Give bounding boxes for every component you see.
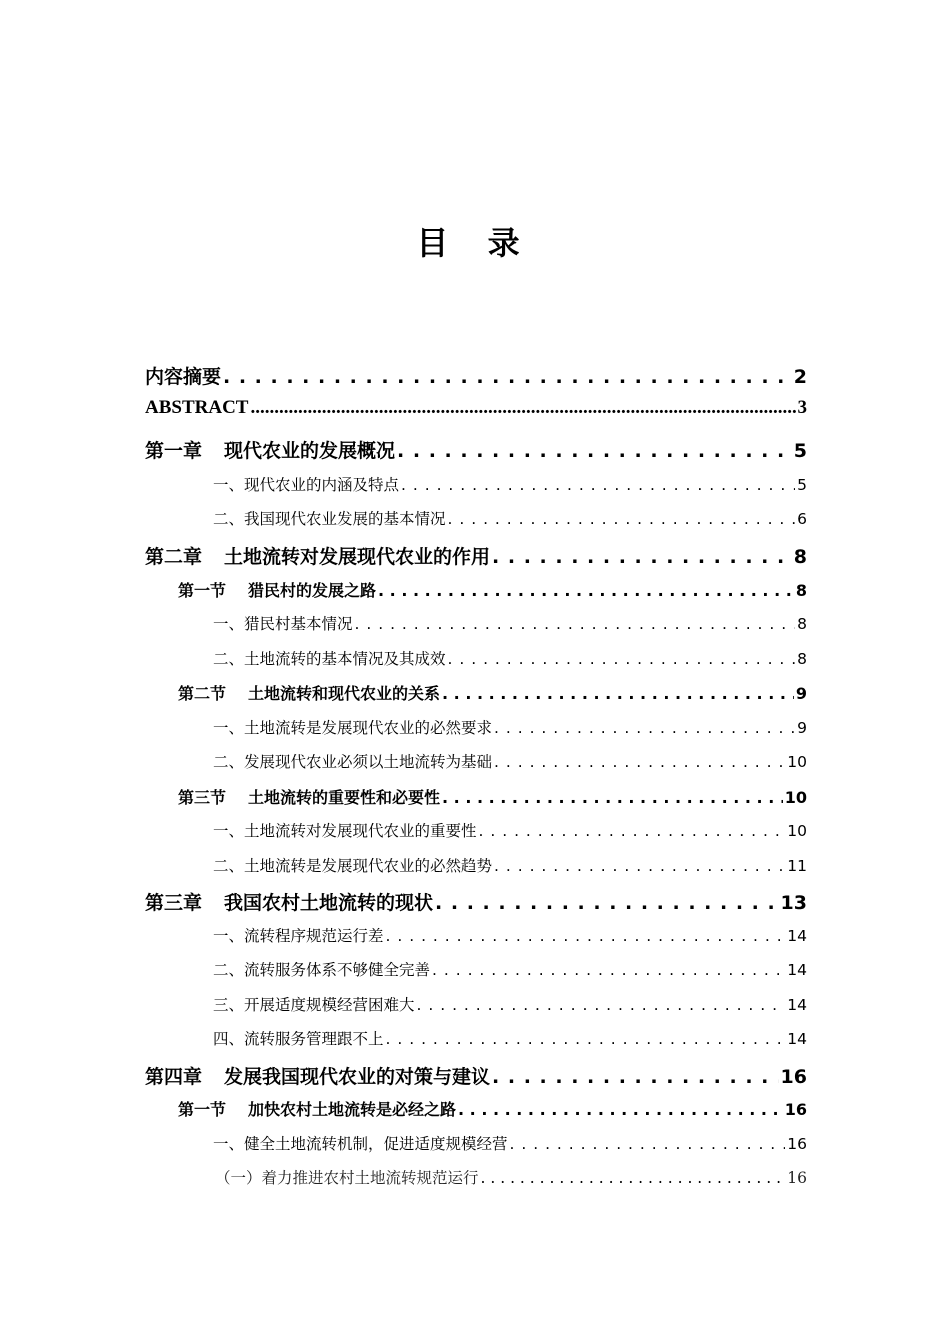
toc-dot-leader	[494, 719, 795, 737]
toc-dot-leader	[448, 510, 796, 528]
toc-entry-label	[178, 1097, 456, 1120]
toc-page-number: 5	[793, 440, 807, 462]
toc-entry-label	[178, 785, 440, 808]
toc-page-number: 2	[793, 366, 807, 388]
toc-entry-title: 猎民村的发展之路	[248, 581, 377, 600]
toc-page-number: 14	[787, 996, 807, 1014]
toc-page-number: 16	[787, 1135, 807, 1153]
toc-page-number: 8	[795, 581, 807, 600]
toc-entry-label: 一、健全土地流转机制，促进适度规模经营	[213, 1135, 508, 1153]
toc-chapter-number: 第四章	[145, 1066, 203, 1088]
toc-entry-label: 一、猎民村基本情况	[213, 615, 353, 633]
toc-entry-label: 一、现代农业的内涵及特点	[213, 476, 400, 494]
toc-entry[interactable]	[145, 397, 807, 419]
toc-page-number: 5	[797, 476, 807, 494]
toc-dot-leader	[397, 440, 792, 462]
toc-entry-title: 我国农村土地流转的现状	[224, 892, 434, 914]
toc-dot-leader	[448, 650, 796, 668]
toc-entry-label: 三、开展适度规模经营困难大	[213, 996, 415, 1014]
toc-entry[interactable]	[145, 924, 807, 946]
toc-dot-leader	[401, 476, 795, 494]
toc-page-number: 16	[784, 1100, 807, 1119]
toc-entry-label	[178, 681, 440, 704]
toc-entry-label: ABSTRACT	[145, 397, 249, 418]
toc-page-number: 14	[787, 927, 807, 945]
toc-dot-leader	[432, 961, 785, 979]
toc-dot-leader	[435, 892, 779, 914]
toc-dot-leader	[481, 1169, 786, 1187]
toc-dot-leader	[479, 822, 786, 840]
toc-chapter-number: 第三节	[178, 788, 227, 807]
toc-entry[interactable]	[145, 1027, 807, 1049]
toc-entry[interactable]	[145, 1132, 807, 1154]
toc-entry-label: 二、土地流转的基本情况及其成效	[213, 650, 446, 668]
toc-page-number: 10	[787, 822, 807, 840]
toc-entry[interactable]	[145, 473, 807, 495]
toc-dot-leader	[223, 366, 792, 388]
toc-page-number: 10	[787, 753, 807, 771]
toc-entry-label: 一、土地流转对发展现代农业的重要性	[213, 822, 477, 840]
toc-dot-leader	[494, 857, 785, 875]
toc-page-number: 14	[787, 961, 807, 979]
toc-entry[interactable]	[145, 888, 807, 915]
toc-chapter-number: 第一章	[145, 440, 203, 462]
toc-dot-leader	[494, 753, 785, 771]
toc-entry-title: 土地流转对发展现代农业的作用	[224, 546, 491, 568]
toc-page-number: 11	[787, 857, 807, 875]
toc-entry[interactable]	[145, 958, 807, 980]
toc-entry-label: 一、流转程序规范运行差	[213, 927, 384, 945]
toc-entry-label: 二、土地流转是发展现代农业的必然趋势	[213, 857, 493, 875]
toc-entry-title: 发展我国现代农业的对策与建议	[224, 1066, 491, 1088]
toc-chapter-number: 第二节	[178, 684, 227, 703]
toc-entry[interactable]	[145, 819, 807, 841]
toc-entry[interactable]	[145, 785, 807, 808]
toc-entry-title: 加快农村土地流转是必经之路	[248, 1100, 457, 1119]
toc-dot-leader	[510, 1135, 786, 1153]
toc-chapter-number: 第一节	[178, 1100, 227, 1119]
toc-dot-leader	[492, 546, 792, 568]
toc-entry-label: 四、流转服务管理跟不上	[213, 1030, 384, 1048]
toc-page-number: 6	[797, 510, 807, 528]
toc-entry[interactable]	[145, 1166, 807, 1188]
toc-page-number: 9	[795, 684, 807, 703]
toc-entry[interactable]	[145, 1062, 807, 1089]
toc-dot-leader	[442, 788, 783, 807]
toc-page-number: 8	[797, 650, 807, 668]
toc-entry[interactable]	[145, 507, 807, 529]
toc-entry[interactable]	[145, 612, 807, 634]
toc-entry[interactable]	[145, 362, 807, 389]
toc-page-number: 9	[797, 719, 807, 737]
toc-dot-leader	[442, 684, 794, 703]
toc-entry-label: （一）着力推进农村土地流转规范运行	[215, 1169, 479, 1187]
toc-dot-leader	[417, 996, 786, 1014]
page-title: 目 录	[416, 224, 534, 262]
toc-entry[interactable]	[145, 647, 807, 669]
toc-entry-label	[145, 888, 433, 915]
toc-chapter-number: 第三章	[145, 892, 203, 914]
toc-chapter-number: 第二章	[145, 546, 203, 568]
toc-entry[interactable]	[145, 854, 807, 876]
toc-dot-leader	[458, 1100, 783, 1119]
toc-entry-label	[145, 1062, 490, 1089]
toc-dot-leader	[386, 1030, 786, 1048]
toc-dot-leader	[355, 615, 796, 633]
toc-entry-title: 现代农业的发展概况	[224, 440, 396, 462]
toc-entry-label	[145, 542, 490, 569]
toc-entry[interactable]	[145, 993, 807, 1015]
toc-entry-label: 内容摘要	[145, 366, 222, 388]
toc-entry[interactable]	[145, 750, 807, 772]
toc-entry-title: 土地流转和现代农业的关系	[248, 684, 441, 703]
toc-chapter-number: 第一节	[178, 581, 227, 600]
toc-entry-title: 土地流转的重要性和必要性	[248, 788, 441, 807]
toc-page-number: 14	[787, 1030, 807, 1048]
toc-entry-label: 二、我国现代农业发展的基本情况	[213, 510, 446, 528]
toc-dot-leader	[250, 397, 795, 419]
toc-dot-leader	[492, 1066, 779, 1088]
toc-entry[interactable]	[145, 578, 807, 601]
toc-entry-label: 一、土地流转是发展现代农业的必然要求	[213, 719, 493, 737]
toc-page-number: 10	[784, 788, 807, 807]
toc-entry[interactable]	[145, 716, 807, 738]
toc-entry-label: 二、流转服务体系不够健全完善	[213, 961, 431, 979]
toc-entry-label: 二、发展现代农业必须以土地流转为基础	[213, 753, 493, 771]
toc-entry[interactable]	[145, 1097, 807, 1120]
toc-page-number: 13	[780, 892, 807, 914]
toc-page-number: 3	[797, 397, 807, 418]
toc-page-number: 16	[787, 1169, 807, 1187]
toc-entry[interactable]	[145, 681, 807, 704]
toc-dot-leader	[378, 581, 794, 600]
toc-entry-label	[145, 436, 395, 463]
toc-page-number: 8	[793, 546, 807, 568]
toc-entry-label	[178, 578, 376, 601]
toc-entry[interactable]	[145, 542, 807, 569]
toc-page-number: 16	[780, 1066, 807, 1088]
toc-entry[interactable]	[145, 436, 807, 463]
toc-dot-leader	[386, 927, 786, 945]
toc-page-number: 8	[797, 615, 807, 633]
